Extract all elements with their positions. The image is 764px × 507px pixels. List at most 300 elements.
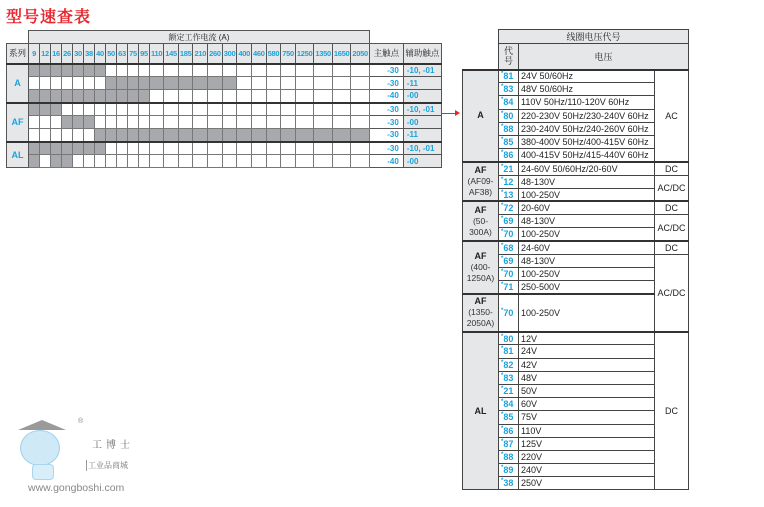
aux-contact-code: -00 [403,155,441,168]
empty-cell [222,142,237,155]
current-values-row [7,44,442,64]
shaded-cell [40,90,51,103]
code-value: 70 [503,307,514,318]
empty-cell [314,116,333,129]
current-header-cell: 400 [237,44,252,64]
code-prefix: * [501,425,504,432]
code-prefix: * [501,189,504,196]
empty-cell [106,103,117,116]
current-type: AC/DC [655,254,689,332]
voltage-value: 100-250V [519,267,655,280]
empty-cell [73,103,84,116]
empty-cell [139,103,150,116]
empty-cell [95,77,106,90]
current-type: DC [655,162,689,175]
empty-cell [164,116,179,129]
code-prefix: * [501,149,504,156]
current-header-cell: 2050 [351,44,370,64]
empty-cell [281,155,296,168]
voltage-code [499,96,519,109]
page-title: 型号速查表 [6,9,92,26]
aux-contact-header: 辅助触点 [403,44,441,64]
empty-cell [84,129,95,142]
empty-cell [128,142,139,155]
code-value: 86 [503,425,514,436]
shaded-cell [51,155,62,168]
shaded-cell [40,142,51,155]
voltage-code [499,109,519,122]
code-prefix: * [501,307,504,314]
current-header-cell: 300 [222,44,237,64]
current-header-cell: 75 [128,44,139,64]
voltage-value: 48V 50/60Hz [519,83,655,96]
shaded-cell [139,77,150,90]
empty-cell [51,116,62,129]
empty-cell [237,155,252,168]
shaded-cell [222,77,237,90]
shaded-cell [164,77,179,90]
series-name: AF [474,250,487,261]
empty-cell [62,103,73,116]
empty-cell [95,103,106,116]
voltage-value: 24-60V [519,241,655,254]
empty-cell [351,90,370,103]
empty-cell [351,103,370,116]
table-row [463,162,689,175]
empty-cell [266,90,281,103]
current-type: DC [655,241,689,254]
empty-cell [251,142,266,155]
code-prefix: * [501,465,504,472]
shaded-cell [95,129,106,142]
code-prefix: * [501,399,504,406]
empty-cell [314,155,333,168]
code-prefix: * [501,412,504,419]
voltage-value: 60V [519,398,655,411]
shaded-cell [178,77,193,90]
code-value: 88 [503,123,514,134]
empty-cell [281,116,296,129]
series-range: (400-1250A) [466,261,495,283]
shaded-cell [193,77,208,90]
voltage-value: 24V 50/60Hz [519,70,655,83]
shaded-cell [51,64,62,77]
shaded-cell [351,129,370,142]
empty-cell [164,64,179,77]
code-value: 82 [503,359,514,370]
aux-contact-code: -00 [403,90,441,103]
aux-contact-code: -00 [403,116,441,129]
empty-cell [332,116,351,129]
code-prefix: * [501,281,504,288]
graduation-cap-icon [18,420,66,430]
code-value: 85 [503,412,514,423]
voltage-code [499,267,519,280]
voltage-value: 110V 50Hz/110-120V 60Hz [519,96,655,109]
empty-cell [193,116,208,129]
code-prefix: * [501,123,504,130]
shaded-cell [128,129,139,142]
empty-cell [332,142,351,155]
current-header-cell: 185 [178,44,193,64]
arrow-icon [441,113,457,114]
shaded-cell [73,142,84,155]
shaded-cell [164,129,179,142]
series-name: AF [474,296,487,307]
empty-cell [332,103,351,116]
voltage-value: 230-240V 50Hz/240-260V 60Hz [519,122,655,135]
shaded-cell [29,103,40,116]
shaded-cell [117,90,128,103]
series-cell [463,241,499,294]
empty-cell [266,103,281,116]
current-header-cell: 95 [139,44,150,64]
empty-cell [73,129,84,142]
code-value: 70 [503,229,514,240]
shaded-cell [84,116,95,129]
code-value: 69 [503,216,514,227]
shaded-cell [95,142,106,155]
empty-cell [73,77,84,90]
empty-cell [266,77,281,90]
series-name: A [477,110,484,121]
empty-cell [128,64,139,77]
empty-cell [295,155,314,168]
empty-cell [251,77,266,90]
code-prefix: * [501,71,504,78]
voltage-code [499,384,519,397]
empty-cell [150,155,164,168]
empty-cell [314,90,333,103]
shaded-cell [62,90,73,103]
empty-cell [222,103,237,116]
shaded-cell [29,155,40,168]
empty-cell [237,77,252,90]
voltage-code [499,281,519,294]
empty-cell [208,142,223,155]
empty-cell [295,103,314,116]
empty-cell [237,116,252,129]
rated-current-header: 额定工作电流 (A) [29,31,370,44]
voltage-code [499,241,519,254]
current-header-cell: 38 [84,44,95,64]
empty-cell [150,64,164,77]
code-prefix: * [501,386,504,393]
voltage-code [499,162,519,175]
code-value: 38 [503,478,514,489]
empty-cell [73,155,84,168]
shaded-cell [237,129,252,142]
voltage-code [499,450,519,463]
series-name: AF [474,165,487,176]
empty-cell [266,116,281,129]
empty-cell [106,155,117,168]
voltage-value: 380-400V 50Hz/400-415V 60Hz [519,135,655,148]
aux-contact-code: -11 [403,77,441,90]
empty-cell [139,155,150,168]
voltage-value: 48V [519,371,655,384]
voltage-value: 110V [519,424,655,437]
code-value: 84 [503,97,514,108]
voltage-value: 50V [519,384,655,397]
empty-cell [178,90,193,103]
code-prefix: * [501,97,504,104]
empty-cell [164,103,179,116]
empty-cell [164,155,179,168]
code-value: 85 [503,137,514,148]
shaded-cell [40,64,51,77]
empty-cell [193,90,208,103]
main-contact-header: 主触点 [369,44,403,64]
empty-cell [106,64,117,77]
current-header-cell: 145 [164,44,179,64]
empty-cell [178,64,193,77]
series-cell: A [7,64,29,103]
shaded-cell [29,64,40,77]
shaded-cell [281,129,296,142]
voltage-code [499,294,519,332]
empty-cell [222,155,237,168]
table-row [463,332,689,345]
shaded-cell [106,129,117,142]
empty-cell [266,155,281,168]
series-range: (50-300A) [469,215,492,237]
code-value: 70 [503,268,514,279]
shaded-cell [117,129,128,142]
current-type: AC/DC [655,215,689,241]
shaded-cell [150,129,164,142]
voltage-code [499,149,519,162]
code-value: 81 [503,346,514,357]
empty-cell [351,155,370,168]
empty-cell [208,155,223,168]
empty-cell [281,142,296,155]
voltage-value: 48-130V [519,175,655,188]
voltage-value: 100-250V [519,294,655,332]
voltage-code [499,215,519,228]
code-header: 代号 [499,44,519,70]
brand-subtitle: 工业品商城 [88,461,128,470]
empty-cell [164,142,179,155]
empty-cell [29,77,40,90]
empty-cell [295,142,314,155]
voltage-code [499,135,519,148]
code-value: 89 [503,465,514,476]
current-header-cell: 1350 [314,44,333,64]
code-value: 69 [503,255,514,266]
empty-cell [139,64,150,77]
voltage-value: 100-250V [519,228,655,241]
code-value: 21 [503,386,514,397]
voltage-value: 100-250V [519,188,655,201]
main-contact-code: -40 [369,90,403,103]
empty-cell [51,129,62,142]
empty-cell [208,64,223,77]
voltage-code [499,201,519,214]
shaded-cell [128,90,139,103]
empty-cell [314,103,333,116]
empty-cell [351,64,370,77]
empty-cell [251,90,266,103]
mascot-body-icon [32,464,54,480]
voltage-code [499,70,519,83]
main-contact-code: -30 [369,116,403,129]
table-row [7,129,442,142]
code-value: 21 [503,163,514,174]
empty-cell [281,64,296,77]
empty-cell [295,90,314,103]
empty-cell [62,129,73,142]
voltage-code [499,175,519,188]
current-header-cell: 110 [150,44,164,64]
empty-cell [106,116,117,129]
table-row [7,142,442,155]
empty-cell [117,155,128,168]
empty-cell [351,142,370,155]
empty-cell [117,103,128,116]
current-type: DC [655,332,689,490]
main-contact-code: -30 [369,64,403,77]
current-type: DC [655,201,689,214]
voltage-code [499,477,519,490]
shaded-cell [29,142,40,155]
empty-cell [251,64,266,77]
empty-cell [117,142,128,155]
mascot-face-icon [20,430,60,466]
coil-voltage-header: 线圈电压代号 [499,30,689,44]
series-name: AF [474,204,487,215]
code-value: 87 [503,438,514,449]
shaded-cell [62,142,73,155]
current-header-cell: 63 [117,44,128,64]
voltage-code [499,398,519,411]
main-contact-code: -30 [369,142,403,155]
empty-cell [193,64,208,77]
table-row [7,90,442,103]
empty-cell [351,116,370,129]
series-range: (1350-2050A) [466,307,495,329]
current-header-cell: 12 [40,44,51,64]
empty-cell [251,155,266,168]
empty-cell [150,142,164,155]
voltage-value: 42V [519,358,655,371]
current-header-cell: 750 [281,44,296,64]
empty-cell [84,77,95,90]
empty-cell [40,116,51,129]
empty-cell [128,116,139,129]
empty-cell [40,155,51,168]
code-prefix: * [501,333,504,340]
empty-cell [208,90,223,103]
shaded-cell [139,90,150,103]
empty-cell [208,103,223,116]
empty-cell [95,116,106,129]
empty-cell [332,90,351,103]
code-value: 13 [503,189,514,200]
code-prefix: * [501,84,504,91]
empty-cell [40,129,51,142]
code-value: 83 [503,84,514,95]
empty-cell [222,64,237,77]
empty-cell [40,77,51,90]
voltage-code [499,371,519,384]
empty-cell [281,103,296,116]
voltage-value: 220-230V 50Hz/230-240V 60Hz [519,109,655,122]
code-value: 12 [503,176,514,187]
empty-cell [117,116,128,129]
voltage-value: 250V [519,477,655,490]
shaded-cell [62,155,73,168]
current-type: AC/DC [655,175,689,201]
shaded-cell [150,77,164,90]
empty-cell [128,155,139,168]
shaded-cell [62,64,73,77]
empty-cell [222,90,237,103]
main-contact-code: -30 [369,77,403,90]
shaded-cell [51,103,62,116]
brand-url: www.gongboshi.com [28,482,125,494]
code-prefix: * [501,359,504,366]
code-value: 71 [503,281,514,292]
code-value: 81 [503,71,514,82]
empty-cell [150,116,164,129]
voltage-value: 12V [519,332,655,345]
empty-cell [178,142,193,155]
current-header-row [7,31,442,44]
voltage-code [499,332,519,345]
voltage-header: 电压 [519,44,689,70]
coil-voltage-table [462,29,689,490]
shaded-cell [51,142,62,155]
voltage-code [499,83,519,96]
voltage-code [499,358,519,371]
shaded-cell [84,142,95,155]
aux-contact-code: -10, -01 [403,103,441,116]
code-prefix: * [501,268,504,275]
series-cell [463,294,499,332]
empty-cell [62,77,73,90]
watermark-logo [8,414,158,500]
code-prefix: * [501,110,504,117]
empty-cell [314,77,333,90]
code-value: 84 [503,399,514,410]
series-cell [463,201,499,241]
empty-cell [281,90,296,103]
table-row [463,241,689,254]
main-contact-code: -30 [369,129,403,142]
shaded-cell [208,129,223,142]
shaded-cell [106,90,117,103]
shaded-cell [222,129,237,142]
shaded-cell [251,129,266,142]
shaded-cell [62,116,73,129]
current-header-cell: 16 [51,44,62,64]
voltage-value: 48-130V [519,254,655,267]
empty-cell [106,142,117,155]
shaded-cell [106,77,117,90]
empty-cell [237,142,252,155]
empty-cell [84,103,95,116]
code-value: 80 [503,333,514,344]
shaded-cell [73,90,84,103]
shaded-cell [117,77,128,90]
code-value: 88 [503,451,514,462]
voltage-value: 75V [519,411,655,424]
voltage-value: 24V [519,345,655,358]
shaded-cell [266,129,281,142]
code-prefix: * [501,451,504,458]
code-prefix: * [501,242,504,249]
